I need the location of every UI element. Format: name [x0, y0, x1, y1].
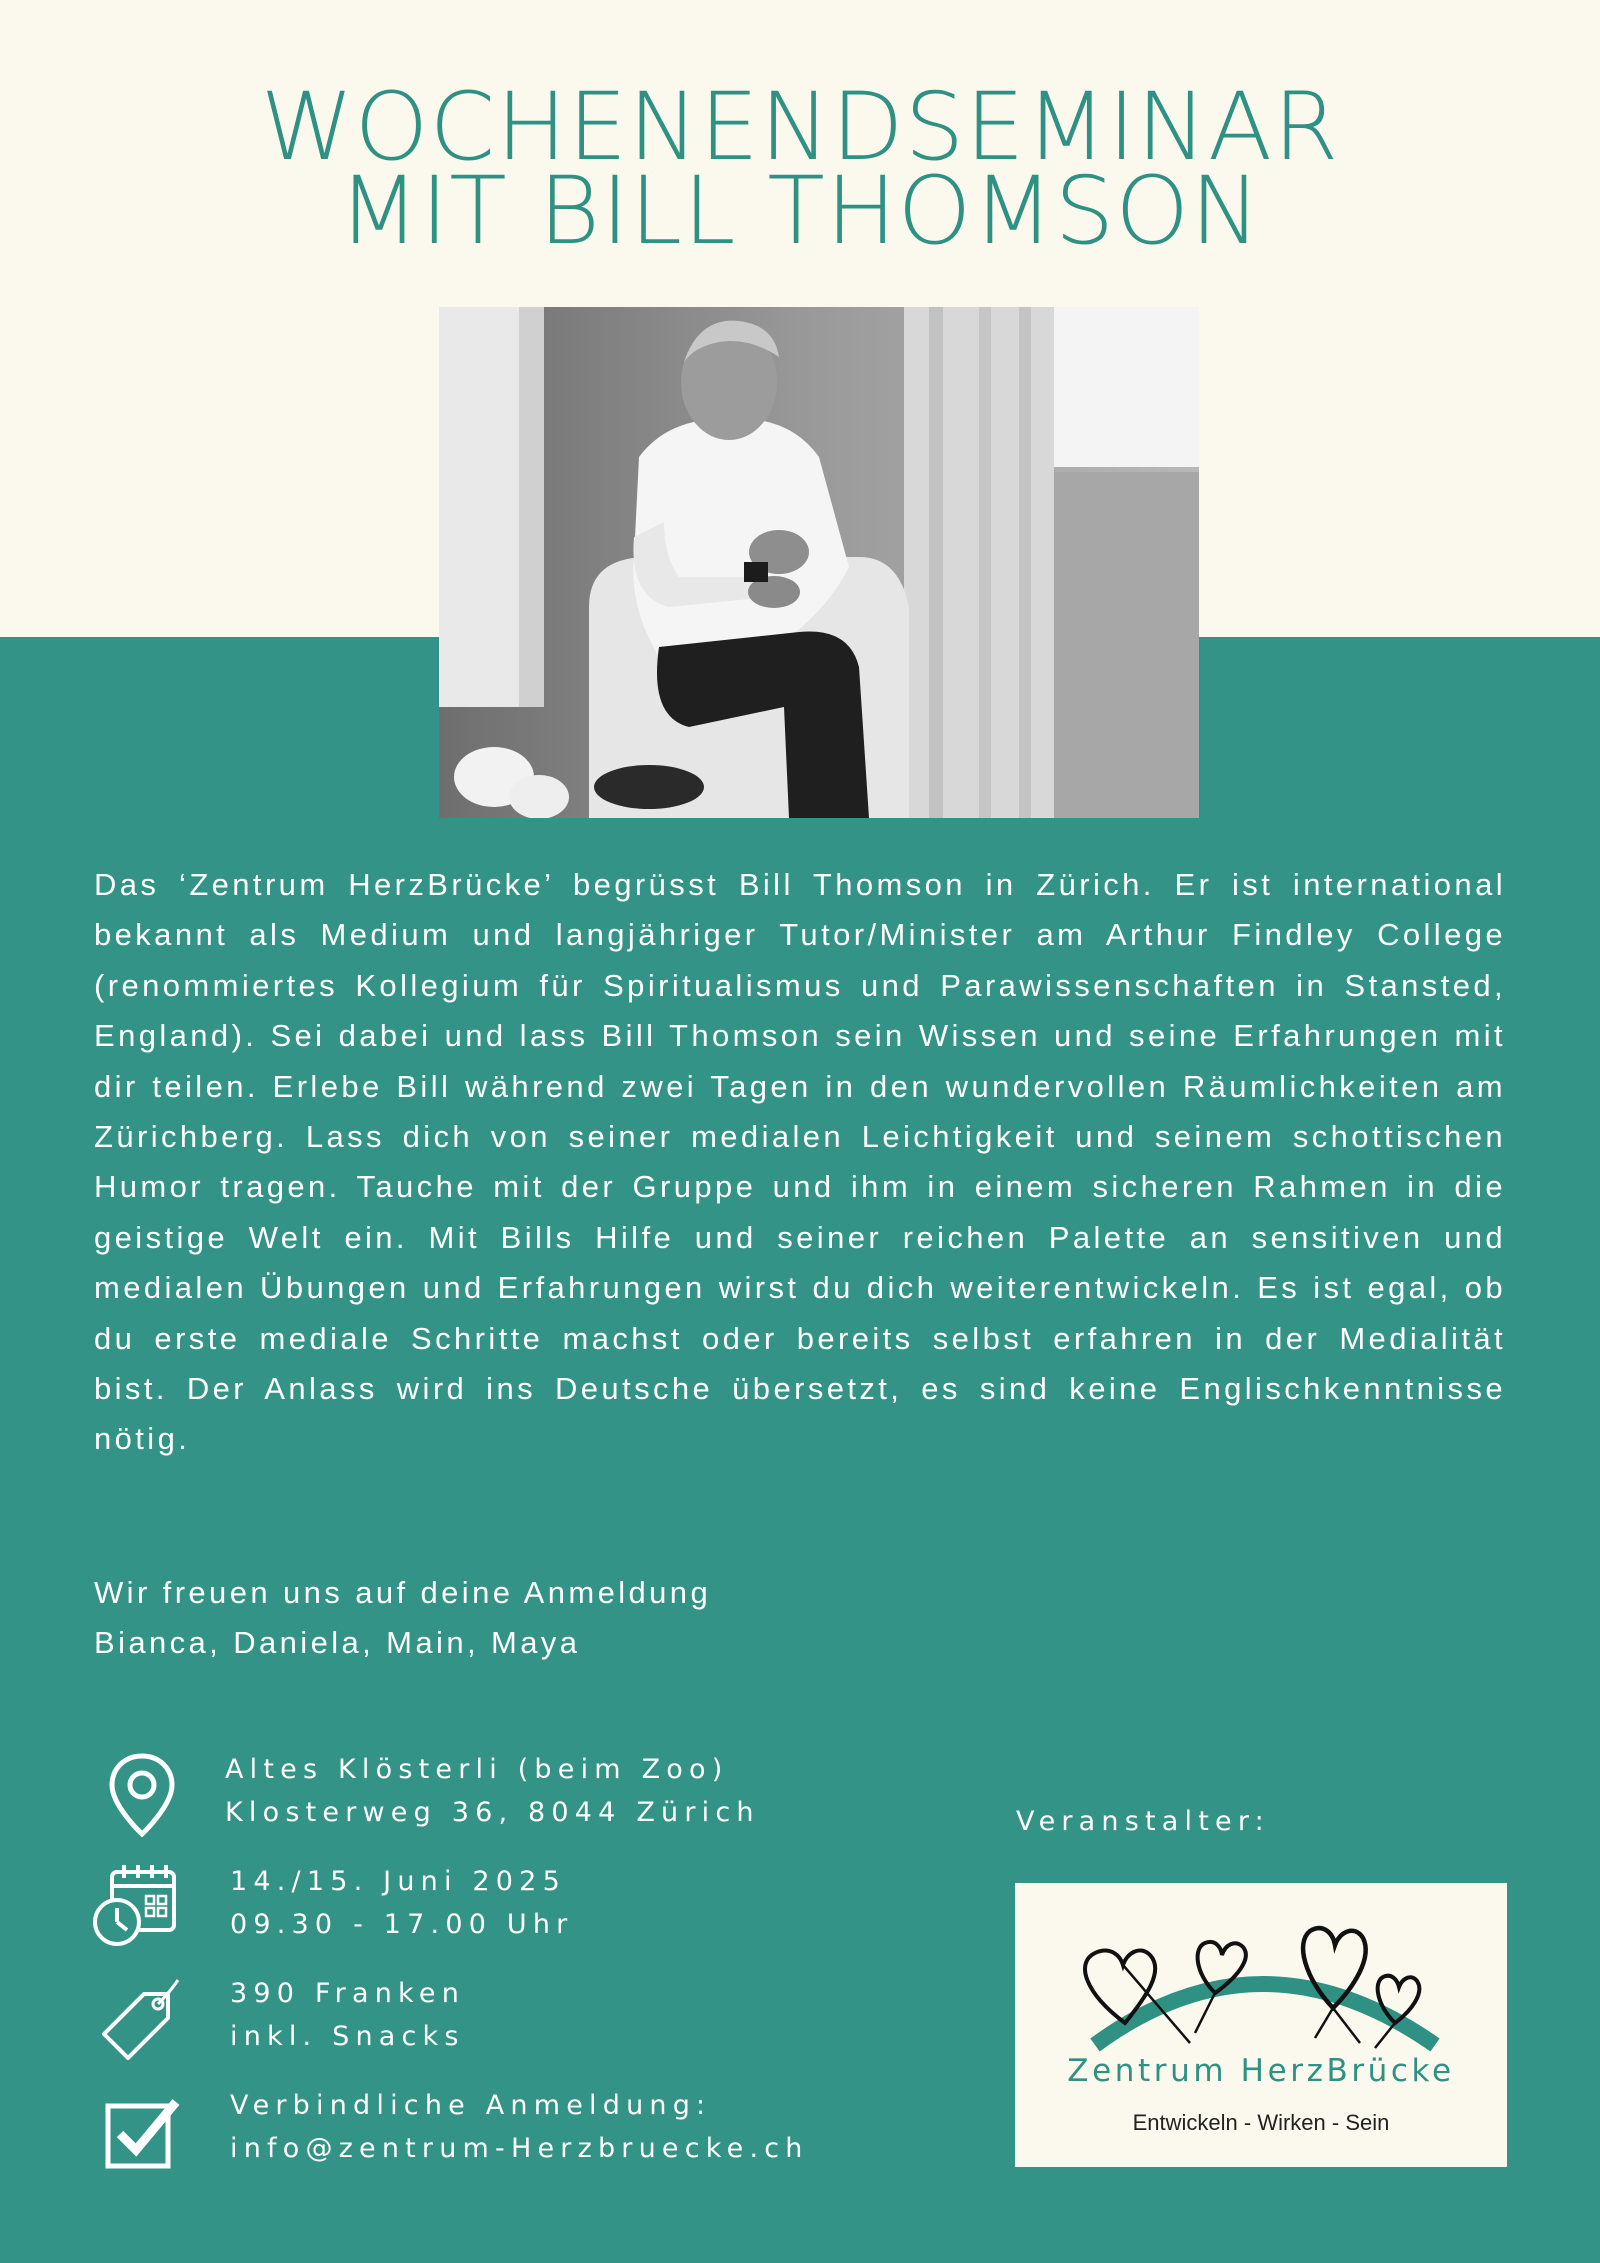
price-amount: 390 Franken	[230, 1978, 466, 2009]
location-row	[90, 1748, 990, 1858]
title-line-2: MIT BILL THOMSON	[338, 157, 1262, 266]
price-includes: inkl. Snacks	[230, 2021, 465, 2052]
greeting-signatures: Bianca, Daniela, Main, Maya	[94, 1625, 581, 1660]
date-days: 14./15. Juni 2025	[230, 1866, 566, 1897]
registration-row	[90, 2084, 990, 2194]
organizer-name: Zentrum HerzBrücke	[1067, 2053, 1455, 2089]
organizer-logo	[1015, 1883, 1507, 2167]
location-text	[225, 1748, 760, 1834]
organizer-tagline: Entwickeln - Wirken - Sein	[1132, 2110, 1390, 2135]
registration-email[interactable]: info@zentrum-Herzbruecke.ch	[230, 2133, 809, 2164]
price-row	[90, 1972, 990, 2082]
registration-label: Verbindliche Anmeldung:	[230, 2090, 712, 2121]
page-title	[0, 73, 1600, 266]
location-pin-icon	[90, 1748, 190, 1848]
intro-paragraph: Das ‘Zentrum HerzBrücke’ begrüsst Bill Thomson in Zürich. Er ist international bekannt als Medium und langjähriger Tutor/Minister am Arthur Findley College (renommiertes Kollegium für Spiritualismus und Parawissenschaften in Stansted, England). Sei dabei und lass Bill Thomson sein Wissen und seine Erfahrungen mit dir teilen. Erlebe Bill während zwei Tagen in den wundervollen Räumlichkeiten am Zürichberg. Lass dich von seiner medialen Leichtigkeit und seinem schottischen Humor tragen. Tauche mit der Gruppe und ihm in einem sicheren Rahmen in die geistige Welt ein. Mit Bills Hilfe und seiner reichen Palette an sensitiven und medialen Übungen und Erfahrungen wirst du dich weiterentwickeln. Es ist egal, ob du erste mediale Schritte machst oder bereits selbst erfahren in der Medialität bist. Der Anlass wird ins Deutsche übersetzt, es sind keine Englischkenntnisse nötig.	[94, 867, 1506, 1457]
date-text	[230, 1860, 573, 1946]
hearts-arch-logo	[1015, 1883, 1507, 2053]
greeting-line-1: Wir freuen uns auf deine Anmeldung	[94, 1575, 712, 1610]
price-text	[230, 1972, 465, 2058]
portrait-photo	[439, 307, 1199, 818]
location-address: Klosterweg 36, 8044 Zürich	[225, 1797, 760, 1828]
calendar-clock-icon	[90, 1860, 190, 1960]
speaker-photo	[439, 307, 1199, 818]
checkbox-icon	[90, 2084, 190, 2184]
title-line-1: WOCHENENDSEMINAR	[260, 73, 1340, 182]
date-times: 09.30 - 17.00 Uhr	[230, 1909, 574, 1940]
greeting	[94, 1568, 994, 1668]
date-row	[90, 1860, 990, 1970]
price-tag-icon	[90, 1972, 190, 2072]
registration-text	[230, 2084, 809, 2170]
location-name: Altes Klösterli (beim Zoo)	[225, 1754, 729, 1785]
organizer-label: Veranstalter:	[1016, 1806, 1270, 1837]
